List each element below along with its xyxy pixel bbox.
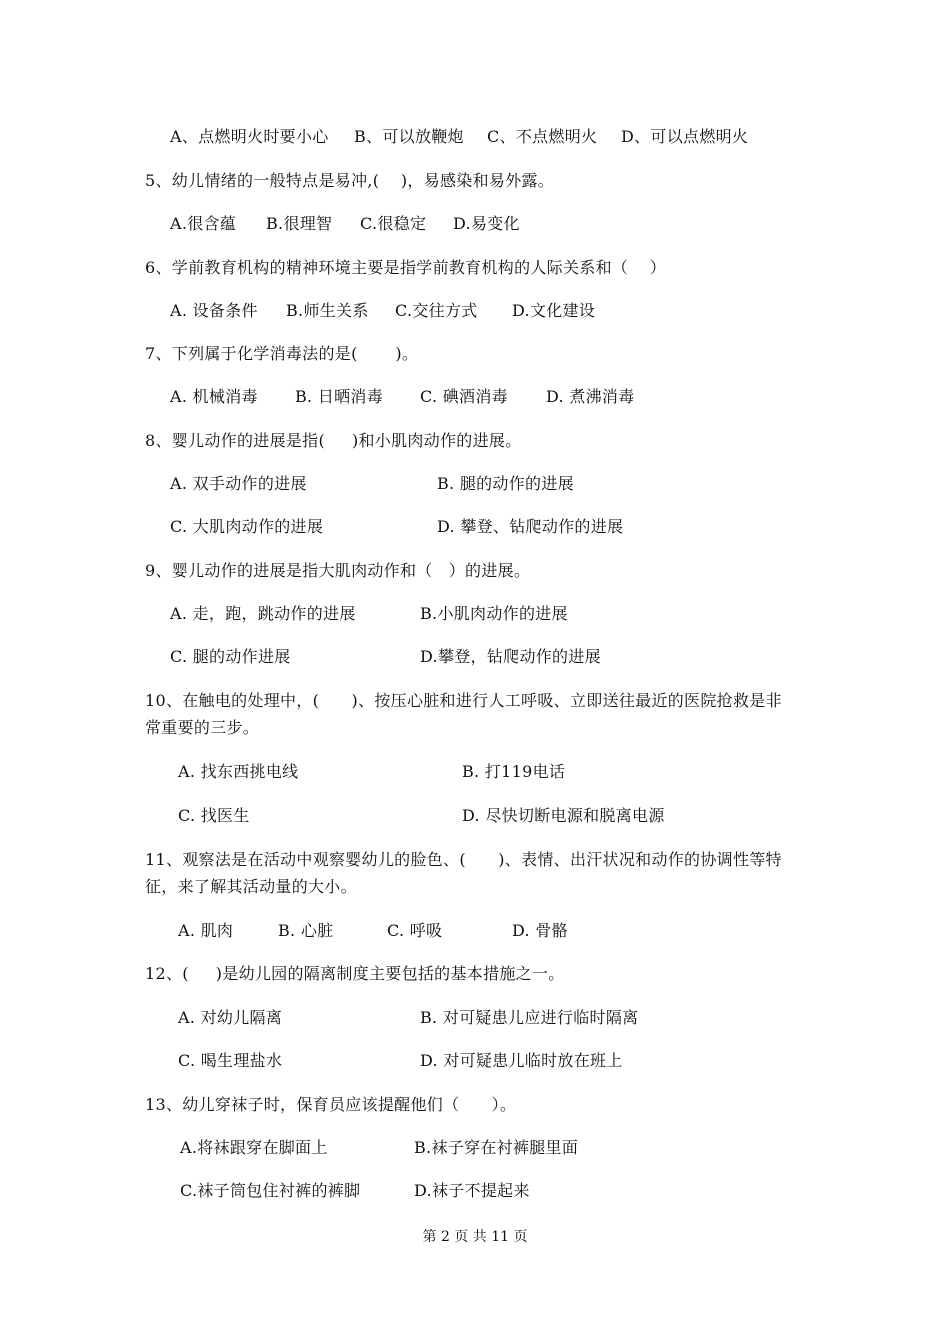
- q6-option-c: C.交往方式: [395, 301, 478, 320]
- q5-option-a: A.很含蕴: [170, 214, 237, 233]
- q4-option-a: A、点燃明火时要小心: [170, 127, 329, 146]
- q12-option-a: A. 对幼儿隔离: [178, 1008, 283, 1027]
- q8-option-b: B. 腿的动作的进展: [437, 474, 574, 493]
- q8-option-c: C. 大肌肉动作的进展: [170, 517, 324, 536]
- q8-stem: 8、婴儿动作的进展是指( )和小肌肉动作的进展。: [145, 431, 522, 450]
- q10-option-b: B. 打119电话: [462, 762, 566, 781]
- q12-option-c: C. 喝生理盐水: [178, 1051, 283, 1070]
- q13-option-b: B.袜子穿在衬裤腿里面: [414, 1138, 579, 1157]
- q13-option-d: D.袜子不提起来: [414, 1181, 530, 1200]
- q6-option-d: D.文化建设: [512, 301, 596, 320]
- q11-option-d: D. 骨骼: [512, 921, 568, 940]
- q10-stem-line-1: 10、在触电的处理中，( )、按压心脏和进行人工呼吸、立即送往最近的医院抢救是非: [145, 691, 782, 710]
- q9-stem: 9、婴儿动作的进展是指大肌肉动作和（ ）的进展。: [145, 561, 531, 580]
- q12-option-b: B. 对可疑患儿应进行临时隔离: [420, 1008, 639, 1027]
- q9-option-c: C. 腿的动作进展: [170, 647, 291, 666]
- q10-stem-line-2: 常重要的三步。: [145, 718, 260, 737]
- q7-stem: 7、下列属于化学消毒法的是( )。: [145, 344, 419, 363]
- q9-option-b: B.小肌肉动作的进展: [420, 604, 568, 623]
- q4-option-d: D、可以点燃明火: [621, 127, 749, 146]
- q8-option-d: D. 攀登、钻爬动作的进展: [437, 517, 624, 536]
- page-number-footer: 第 2 页 共 11 页: [422, 1229, 528, 1245]
- q11-option-a: A. 肌肉: [178, 921, 234, 940]
- q9-option-d: D.攀登，钻爬动作的进展: [420, 647, 601, 666]
- q11-option-b: B. 心脏: [278, 921, 334, 940]
- q5-option-d: D.易变化: [453, 214, 520, 233]
- q6-stem: 6、学前教育机构的精神环境主要是指学前教育机构的人际关系和（ ）: [145, 258, 667, 277]
- q11-stem-line-2: 征，来了解其活动量的大小。: [145, 877, 357, 896]
- q7-option-b: B. 日晒消毒: [295, 387, 384, 406]
- q11-stem-line-1: 11、观察法是在活动中观察婴幼儿的脸色、( )、表情、出汗状况和动作的协调性等特: [145, 850, 782, 869]
- q12-stem: 12、( )是幼儿园的隔离制度主要包括的基本措施之一。: [145, 964, 565, 983]
- q9-option-a: A. 走，跑，跳动作的进展: [170, 604, 356, 623]
- q6-option-a: A. 设备条件: [170, 301, 258, 320]
- q7-option-d: D. 煮沸消毒: [546, 387, 635, 406]
- q13-option-c: C.袜子筒包住衬裤的裤脚: [180, 1181, 361, 1200]
- q6-option-b: B.师生关系: [286, 301, 369, 320]
- q4-option-b: B、可以放鞭炮: [354, 127, 464, 146]
- q7-option-a: A. 机械消毒: [170, 387, 258, 406]
- q12-option-d: D. 对可疑患儿临时放在班上: [420, 1051, 623, 1070]
- q10-option-a: A. 找东西挑电线: [178, 762, 299, 781]
- q4-option-c: C、不点燃明火: [487, 127, 598, 146]
- q13-stem: 13、幼儿穿袜子时，保育员应该提醒他们（ ）。: [145, 1095, 517, 1114]
- q13-option-a: A.将袜跟穿在脚面上: [180, 1138, 328, 1157]
- q7-option-c: C. 碘酒消毒: [420, 387, 508, 406]
- q11-option-c: C. 呼吸: [387, 921, 443, 940]
- q10-option-c: C. 找医生: [178, 806, 250, 825]
- q8-option-a: A. 双手动作的进展: [170, 474, 307, 493]
- q5-stem: 5、幼儿情绪的一般特点是易冲,( )，易感染和易外露。: [145, 171, 555, 190]
- q5-option-b: B.很理智: [266, 214, 333, 233]
- q5-option-c: C.很稳定: [360, 214, 427, 233]
- q10-option-d: D. 尽快切断电源和脱离电源: [462, 806, 665, 825]
